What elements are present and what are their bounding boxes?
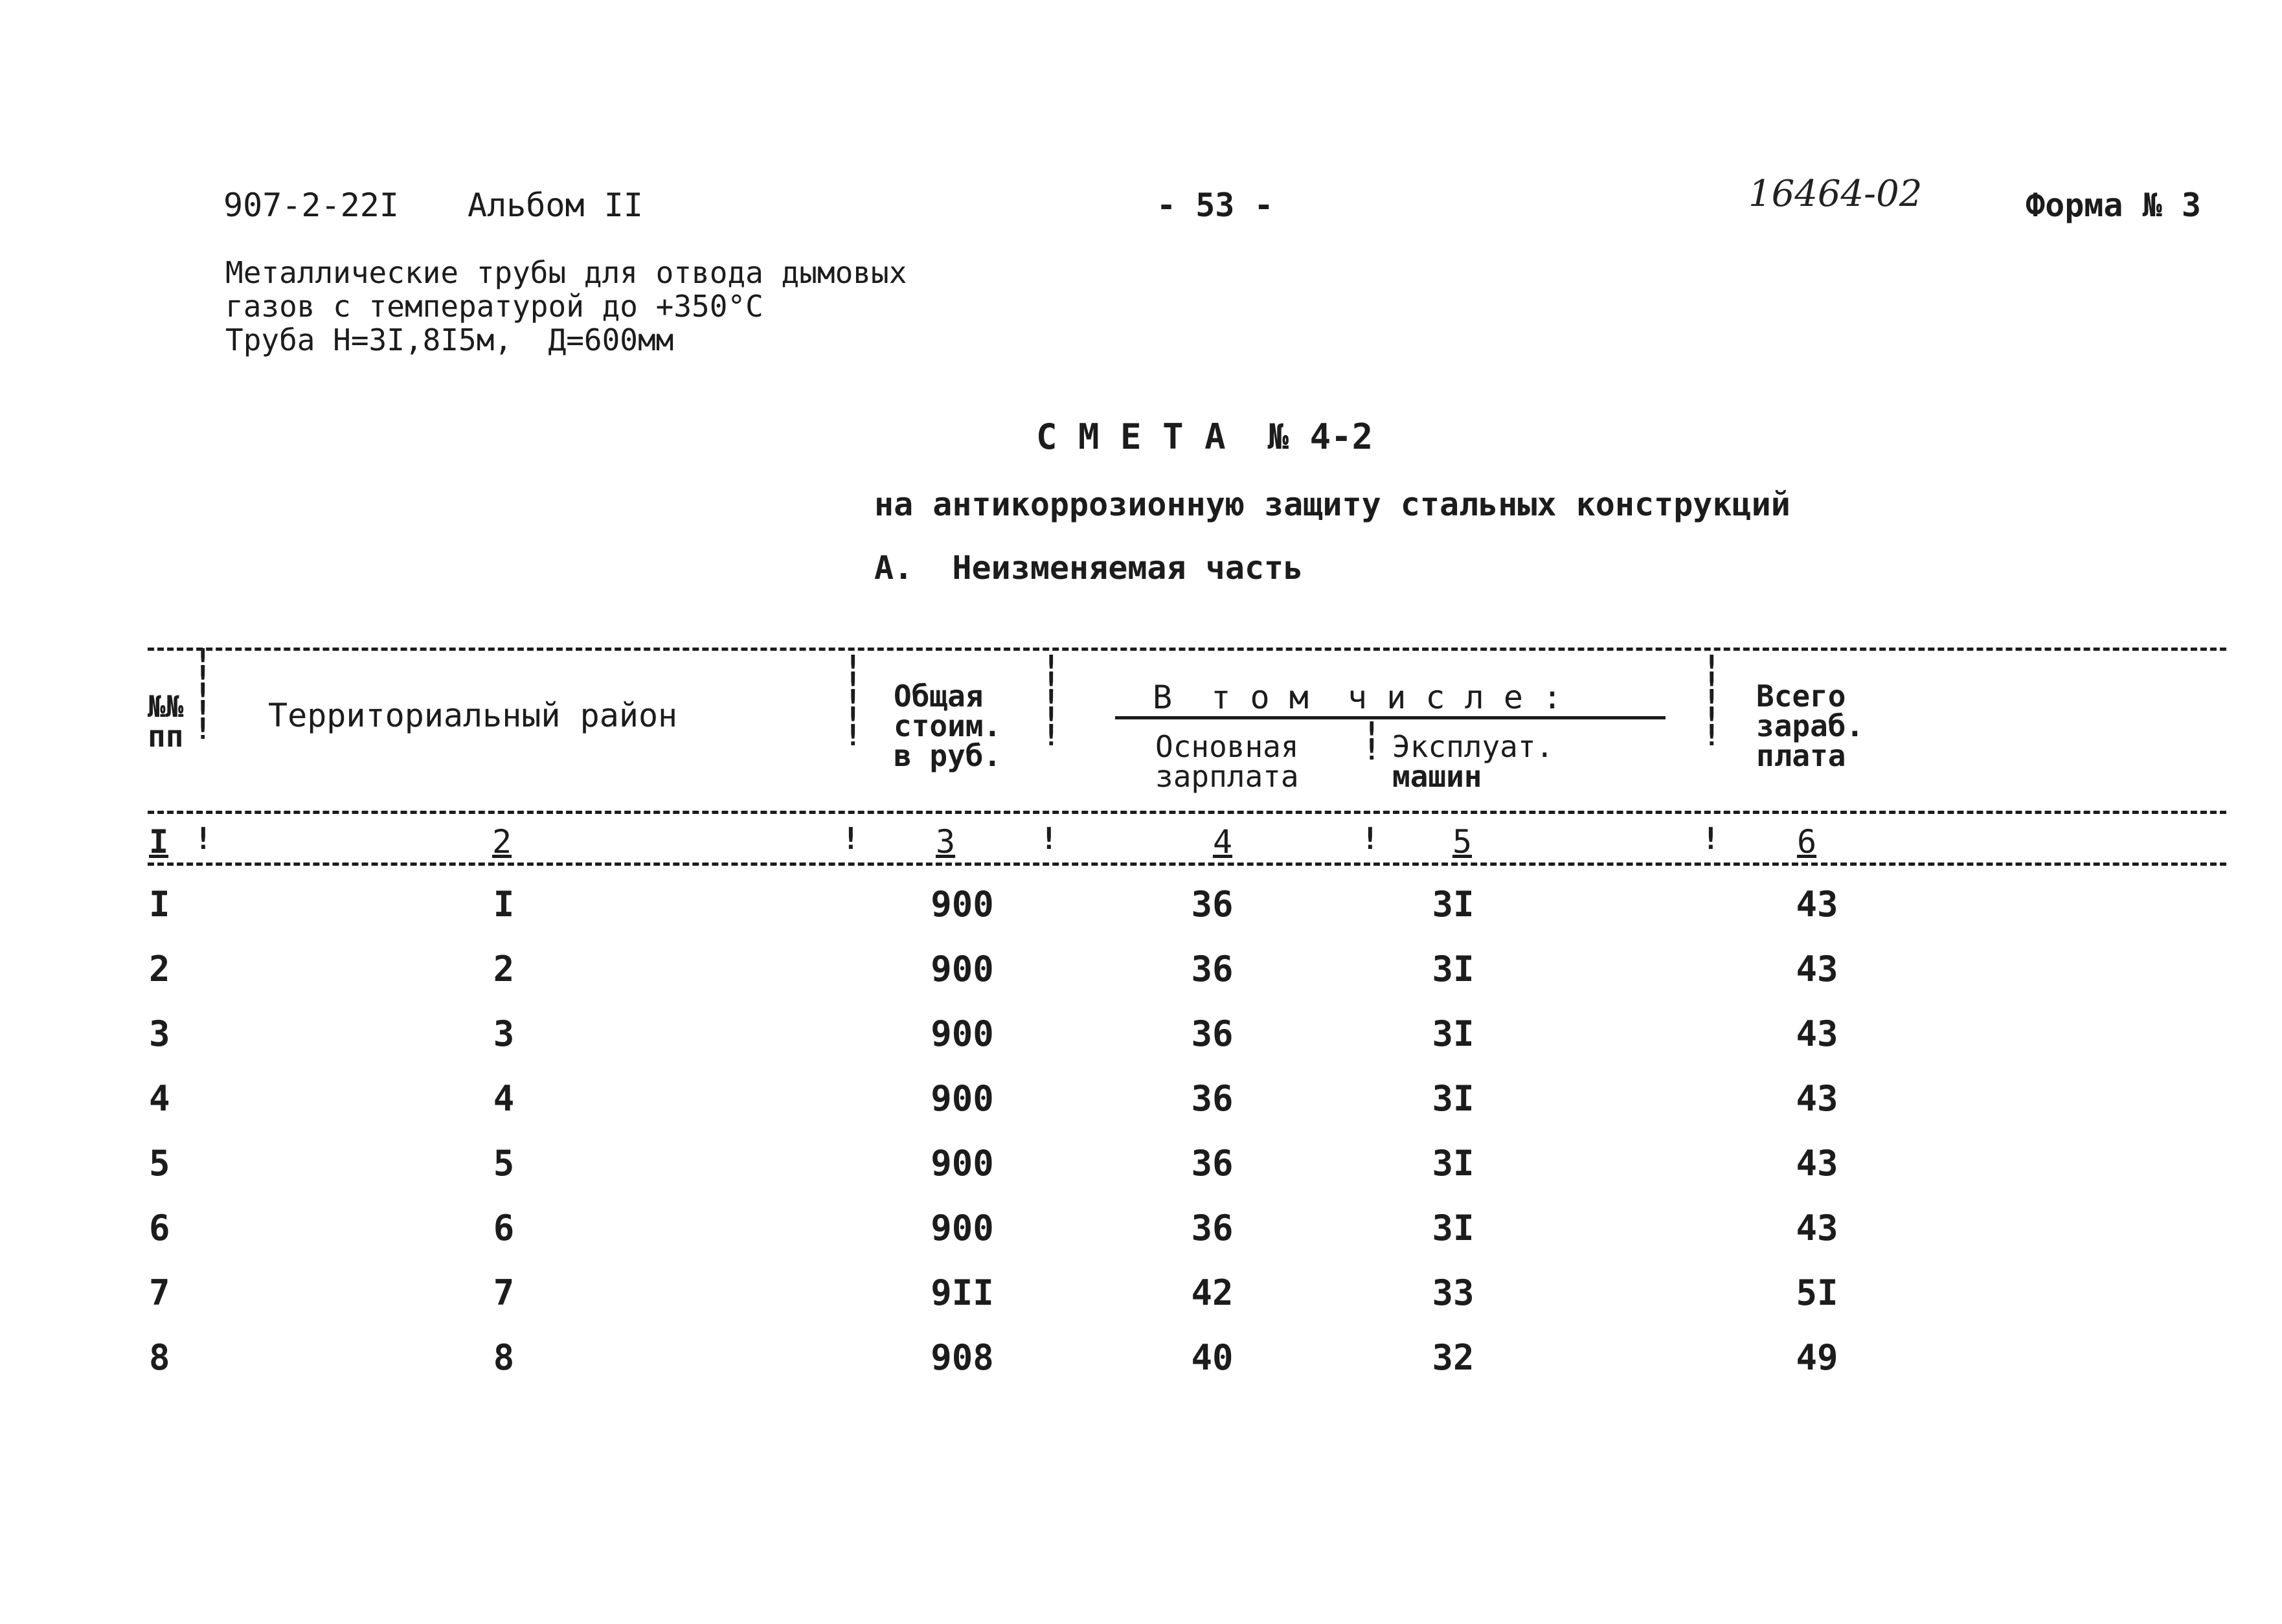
cell-total: 900: [931, 949, 994, 989]
estimate-subtitle: на антикоррозионную защиту стальных конструкций: [874, 486, 1791, 523]
cell-salary: 36: [1191, 1208, 1234, 1248]
cell-machines: 3I: [1432, 1013, 1474, 1054]
header-total-2: стоим.: [894, 708, 1002, 743]
cell-salary: 36: [1191, 1143, 1234, 1184]
cell-num: 4: [149, 1078, 170, 1119]
cell-district: 7: [493, 1272, 515, 1313]
cell-machines: 32: [1432, 1337, 1474, 1378]
cell-district: 8: [493, 1337, 515, 1378]
cell-all-salary: 43: [1796, 949, 1838, 989]
section-title: А. Неизменяемая часть: [874, 549, 1304, 587]
cell-num: 8: [149, 1337, 170, 1378]
header-salary-2: зарплата: [1155, 759, 1299, 794]
cell-machines: 3I: [1432, 1078, 1474, 1119]
including-underline: [1115, 716, 1666, 719]
table-row: [0, 1208, 2282, 1276]
cell-all-salary: 5I: [1796, 1272, 1838, 1313]
subject-line-1: Металлические трубы для отвода дымовых: [225, 255, 907, 290]
document-code: 907-2-22I: [223, 186, 399, 224]
cell-salary: 36: [1191, 884, 1234, 925]
table-row: [0, 1078, 2282, 1146]
header-total-3: в руб.: [894, 738, 1002, 773]
cell-total: 900: [931, 884, 994, 925]
cell-salary: 42: [1191, 1272, 1234, 1313]
col-separator: ! ! ! ! !: [194, 643, 212, 746]
header-machines-2: машин: [1392, 759, 1482, 794]
form-number: Форма № 3: [2026, 186, 2201, 224]
cell-salary: 40: [1191, 1337, 1234, 1378]
estimate-title: С М Е Т А № 4-2: [1036, 416, 1373, 457]
header-all-salary-3: плата: [1756, 738, 1846, 773]
cell-num: I: [149, 884, 170, 925]
colnum-sep: !: [1040, 821, 1058, 856]
cell-num: 6: [149, 1208, 170, 1248]
col-separator: ! ! ! ! !: [1703, 649, 1721, 752]
header-including: В т о м ч и с л е :: [1153, 679, 1563, 716]
colnum-sep: !: [1702, 821, 1720, 856]
cell-num: 7: [149, 1272, 170, 1313]
colnum-2: 2: [491, 823, 512, 861]
cell-all-salary: 43: [1796, 1013, 1838, 1054]
cell-all-salary: 43: [1796, 1078, 1838, 1119]
cell-total: 900: [931, 1013, 994, 1054]
header-machines-1: Эксплуат.: [1392, 729, 1554, 764]
cell-num: 5: [149, 1143, 170, 1184]
cell-num: 2: [149, 949, 170, 989]
header-all-salary-2: зараб.: [1756, 708, 1864, 743]
cell-salary: 36: [1191, 1078, 1234, 1119]
cell-total: 900: [931, 1143, 994, 1184]
header-all-salary-1: Всего: [1756, 679, 1846, 714]
colnum-sep: !: [1361, 821, 1379, 856]
cell-salary: 36: [1191, 1013, 1234, 1054]
subject-line-2: газов с температурой до +350°С: [225, 289, 763, 324]
table-row: [0, 1337, 2282, 1405]
header-salary-1: Основная: [1155, 729, 1299, 764]
cell-all-salary: 43: [1796, 1208, 1838, 1248]
cell-machines: 33: [1432, 1272, 1474, 1313]
cell-district: I: [493, 884, 515, 925]
colnum-1: I: [149, 823, 169, 861]
col-separator: ! ! ! ! !: [1043, 649, 1060, 752]
table-header-rule: [148, 811, 2226, 814]
cell-total: 9II: [931, 1272, 994, 1313]
cell-total: 900: [931, 1208, 994, 1248]
cell-total: 908: [931, 1337, 994, 1378]
table-top-rule: [148, 648, 2226, 651]
cell-salary: 36: [1191, 949, 1234, 989]
colnum-6: 6: [1796, 823, 1817, 861]
cell-machines: 3I: [1432, 884, 1474, 925]
page-number: - 53 -: [1157, 186, 1274, 224]
handwritten-number: 16464-02: [1748, 173, 1923, 215]
colnum-sep: !: [194, 821, 212, 856]
table-colnum-rule: [148, 863, 2226, 866]
table-row: [0, 949, 2282, 1017]
colnum-4: 4: [1212, 823, 1233, 861]
cell-all-salary: 43: [1796, 884, 1838, 925]
cell-district: 5: [493, 1143, 515, 1184]
table-row: [0, 1143, 2282, 1211]
cell-num: 3: [149, 1013, 170, 1054]
header-total-1: Общая: [894, 679, 984, 714]
table-row: [0, 1013, 2282, 1081]
cell-machines: 3I: [1432, 1143, 1474, 1184]
header-num-1: №№: [148, 689, 184, 724]
header-district: Территориальный район: [268, 697, 678, 734]
col-separator: ! !: [1363, 716, 1381, 767]
colnum-5: 5: [1452, 823, 1473, 861]
header-num-2: пп: [148, 719, 184, 754]
table-row: [0, 884, 2282, 952]
table-row: [0, 1272, 2282, 1340]
col-separator: ! ! ! ! !: [844, 649, 862, 752]
cell-all-salary: 43: [1796, 1143, 1838, 1184]
colnum-sep: !: [842, 821, 860, 856]
cell-district: 2: [493, 949, 515, 989]
cell-machines: 3I: [1432, 949, 1474, 989]
cell-district: 4: [493, 1078, 515, 1119]
colnum-3: 3: [935, 823, 956, 861]
album-label: Альбом II: [468, 186, 643, 224]
cell-total: 900: [931, 1078, 994, 1119]
cell-district: 6: [493, 1208, 515, 1248]
cell-all-salary: 49: [1796, 1337, 1838, 1378]
cell-machines: 3I: [1432, 1208, 1474, 1248]
subject-line-3: Труба Н=3I,8I5м, Д=600мм: [225, 322, 674, 357]
cell-district: 3: [493, 1013, 515, 1054]
